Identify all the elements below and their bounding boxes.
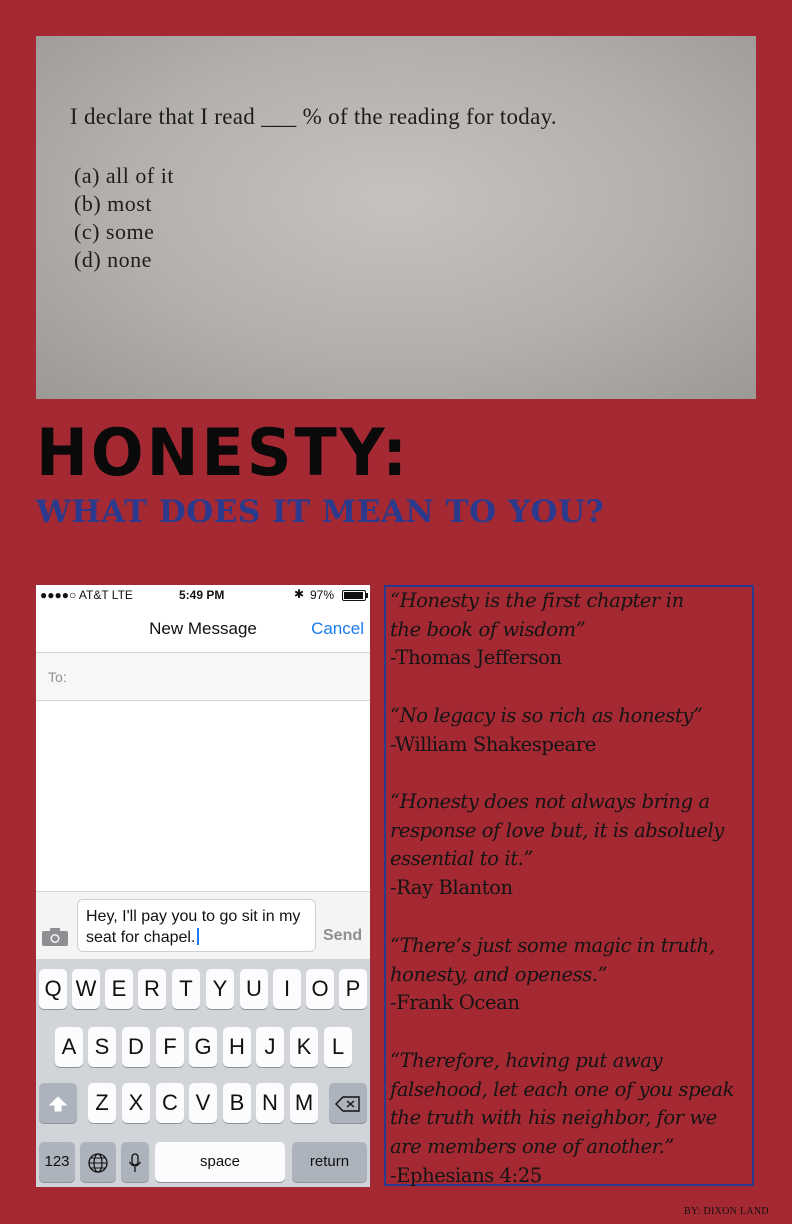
- key-d[interactable]: D: [122, 1027, 150, 1067]
- send-button[interactable]: Send: [323, 927, 363, 944]
- quote-text: “Therefore, having put away falsehood, let each one of you speak the truth with his neighbor, for we are members one of another.”: [390, 1049, 734, 1159]
- backspace-icon: [335, 1095, 361, 1113]
- key-e[interactable]: E: [105, 969, 133, 1009]
- bluetooth-icon: ✱: [294, 587, 305, 601]
- quote-jefferson: [390, 587, 720, 673]
- quote-author: -William Shakespeare: [390, 732, 596, 756]
- key-l[interactable]: L: [324, 1027, 352, 1067]
- worksheet-photo: [36, 36, 756, 399]
- quote-ocean: [390, 932, 725, 1018]
- key-u[interactable]: U: [240, 969, 268, 1009]
- key-x[interactable]: X: [122, 1083, 150, 1123]
- subheadline: WHAT DOES IT MEAN TO YOU?: [36, 494, 605, 530]
- option-d: (d) none: [74, 247, 152, 272]
- option-a: (a) all of it: [74, 163, 174, 188]
- keyboard: [36, 959, 370, 1187]
- key-b[interactable]: B: [223, 1083, 251, 1123]
- key-v[interactable]: V: [189, 1083, 217, 1123]
- quotes-panel: [384, 585, 754, 1186]
- key-c[interactable]: C: [156, 1083, 184, 1123]
- quote-text: “There’s just some magic in truth, honesty, and openess.”: [390, 934, 715, 986]
- nav-bar: [36, 605, 370, 653]
- globe-key[interactable]: [80, 1142, 116, 1182]
- numbers-key[interactable]: 123: [39, 1142, 75, 1182]
- author-credit: BY: DIXON LAND: [684, 1206, 769, 1217]
- cancel-button[interactable]: Cancel: [311, 619, 364, 638]
- text-cursor: [197, 928, 199, 945]
- battery-icon: [342, 590, 366, 601]
- key-s[interactable]: S: [88, 1027, 116, 1067]
- option-b: (b) most: [74, 191, 152, 216]
- quote-shakespeare: [390, 702, 750, 759]
- quote-author: -Ephesians 4:25: [390, 1163, 542, 1187]
- quote-author: -Frank Ocean: [390, 991, 520, 1015]
- status-time: 5:49 PM: [179, 588, 225, 602]
- key-q[interactable]: Q: [39, 969, 67, 1009]
- key-t[interactable]: T: [172, 969, 200, 1009]
- key-r[interactable]: R: [138, 969, 166, 1009]
- quote-ephesians: [390, 1047, 750, 1191]
- carrier-signal: ●●●●○ AT&T LTE: [40, 588, 133, 602]
- compose-bar: [36, 891, 370, 960]
- return-key[interactable]: return: [292, 1142, 367, 1182]
- to-field[interactable]: [36, 653, 370, 701]
- key-f[interactable]: F: [156, 1027, 184, 1067]
- quote-text: “Honesty does not always bring a response of love but, it is absoluely essential to it.”: [390, 790, 724, 871]
- quote-text: “Honesty is the first chapter in the book of wisdom”: [390, 589, 684, 641]
- key-p[interactable]: P: [339, 969, 367, 1009]
- worksheet-question: I declare that I read ___ % of the reading for today.: [70, 104, 557, 129]
- message-text: Hey, I'll pay you to go sit in my seat for chapel.: [86, 908, 301, 946]
- battery-percent: 97%: [310, 588, 335, 602]
- shift-icon: [48, 1095, 68, 1113]
- camera-icon[interactable]: [42, 928, 68, 946]
- key-k[interactable]: K: [290, 1027, 318, 1067]
- key-y[interactable]: Y: [206, 969, 234, 1009]
- option-c: (c) some: [74, 219, 155, 244]
- key-h[interactable]: H: [223, 1027, 251, 1067]
- key-n[interactable]: N: [256, 1083, 284, 1123]
- quote-author: -Thomas Jefferson: [390, 646, 562, 670]
- dictation-key[interactable]: [121, 1142, 149, 1182]
- message-input[interactable]: [77, 899, 316, 952]
- worksheet-options: [74, 162, 174, 274]
- quote-blanton: [390, 788, 750, 903]
- quote-text: “No legacy is so rich as honesty”: [390, 704, 703, 727]
- key-m[interactable]: M: [290, 1083, 318, 1123]
- message-area: [36, 701, 370, 891]
- phone-screenshot: [36, 585, 370, 1187]
- delete-key[interactable]: [329, 1083, 367, 1123]
- to-label: To:: [48, 669, 67, 685]
- nav-title: New Message: [149, 619, 257, 638]
- key-z[interactable]: Z: [88, 1083, 116, 1123]
- quote-author: -Ray Blanton: [390, 876, 513, 900]
- key-g[interactable]: G: [189, 1027, 217, 1067]
- key-a[interactable]: A: [55, 1027, 83, 1067]
- microphone-icon: [128, 1152, 142, 1174]
- globe-icon: [87, 1152, 109, 1174]
- key-i[interactable]: I: [273, 969, 301, 1009]
- headline: HONESTY:: [36, 414, 411, 491]
- key-j[interactable]: J: [256, 1027, 284, 1067]
- status-bar: [36, 585, 370, 605]
- key-o[interactable]: O: [306, 969, 334, 1009]
- key-w[interactable]: W: [72, 969, 100, 1009]
- space-key[interactable]: space: [155, 1142, 285, 1182]
- shift-key[interactable]: [39, 1083, 77, 1123]
